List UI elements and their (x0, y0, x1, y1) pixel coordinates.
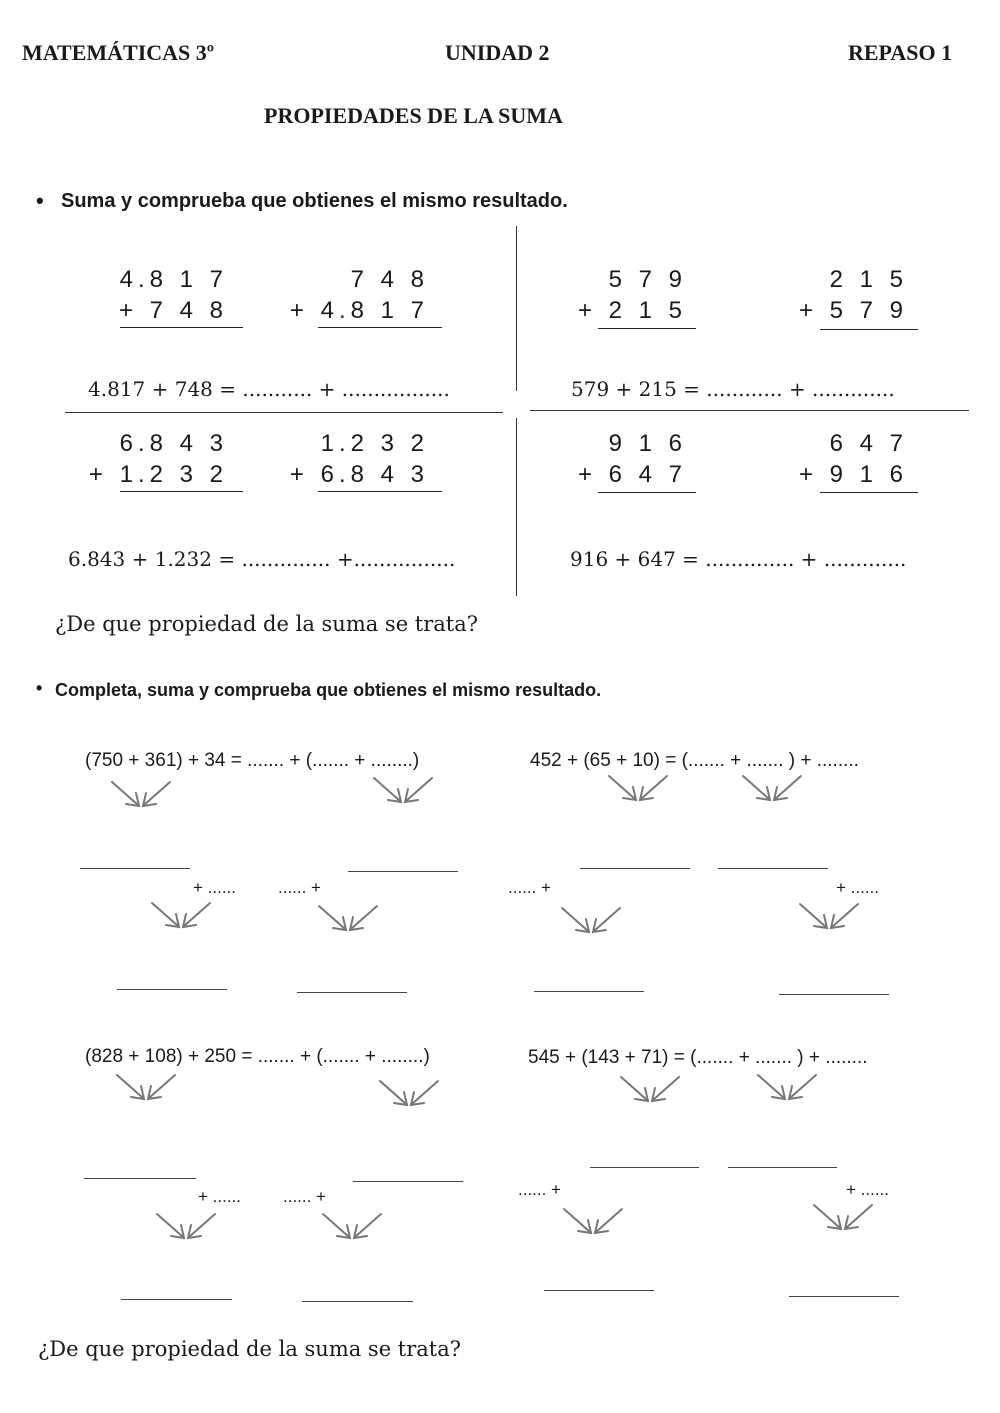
header-subject: MATEMÁTICAS 3º (22, 40, 215, 65)
bullet-icon: • (36, 678, 43, 698)
equation-1: 4.817 + 748 = ........... + ................. (88, 377, 450, 401)
header-unit: UNIDAD 2 (445, 40, 550, 65)
partial-right: ...... + (278, 878, 321, 897)
arrow-pair-icon (157, 1214, 215, 1238)
question-2: ¿De que propiedad de la suma se trata? (38, 1337, 462, 1361)
exercise-1-expression: (750 + 361) + 34 = ....... + (....... + ........) (85, 750, 420, 771)
arrow-pair-icon (800, 904, 858, 928)
arrow-pair-icon (117, 1075, 175, 1099)
arrow-pair-icon (380, 1081, 438, 1105)
addition-3b-top: 1.2 3 2 (320, 430, 429, 457)
arrow-pair-icon (112, 782, 170, 806)
partial-right: + ...... (846, 1180, 889, 1199)
addition-3b-bottom: + 6.8 4 3 (289, 461, 429, 488)
addition-1b-bottom: + 4.8 1 7 (289, 297, 429, 324)
partial-right: ...... + (283, 1187, 326, 1206)
page-title: PROPIEDADES DE LA SUMA (264, 103, 563, 128)
addition-4a-top: 9 1 6 (608, 430, 687, 457)
arrow-pair-icon (609, 776, 667, 800)
header-review: REPASO 1 (848, 40, 953, 65)
exercise-3-expression: (828 + 108) + 250 = ....... + (....... + ........) (85, 1046, 430, 1067)
arrow-pair-icon (814, 1205, 872, 1229)
partial-right: + ...... (836, 878, 879, 897)
question-1: ¿De que propiedad de la suma se trata? (55, 612, 479, 636)
addition-3a-bottom: + 1.2 3 2 (88, 461, 228, 488)
addition-2b-bottom: + 5 7 9 (798, 297, 908, 324)
arrow-pair-icon (319, 906, 377, 930)
arrow-pair-icon (323, 1214, 381, 1238)
addition-3a-top: 6.8 4 3 (119, 430, 228, 457)
partial-left: + ...... (198, 1187, 241, 1206)
arrow-pair-icon (743, 776, 801, 800)
addition-4a-bottom: + 6 4 7 (577, 461, 687, 488)
arrow-pair-icon (374, 778, 432, 802)
addition-1b-top: 7 4 8 (350, 266, 429, 293)
arrow-pair-icon (564, 1209, 622, 1233)
arrow-pair-icon (621, 1077, 679, 1101)
addition-1a-bottom: + 7 4 8 (118, 297, 228, 324)
addition-2a-bottom: + 2 1 5 (577, 297, 687, 324)
addition-2b-top: 2 1 5 (829, 266, 908, 293)
arrow-pair-icon (562, 908, 620, 932)
equation-3: 6.843 + 1.232 = .............. +................ (68, 547, 456, 571)
arrow-pair-icon (758, 1075, 816, 1099)
partial-left: ...... + (518, 1180, 561, 1199)
bullet-icon: • (36, 188, 44, 213)
addition-4b-bottom: + 9 1 6 (798, 461, 908, 488)
addition-4b-top: 6 4 7 (829, 430, 908, 457)
exercise-4-expression: 545 + (143 + 71) = (....... + ....... ) + ........ (528, 1047, 868, 1068)
instruction-1: Suma y comprueba que obtienes el mismo resultado. (61, 190, 568, 212)
arrow-pair-icon (152, 903, 210, 927)
addition-1a-top: 4.8 1 7 (119, 266, 228, 293)
equation-2: 579 + 215 = ............ + ............. (571, 377, 895, 401)
exercise-2-expression: 452 + (65 + 10) = (....... + ....... ) + ........ (530, 750, 859, 771)
addition-2a-top: 5 7 9 (608, 266, 687, 293)
instruction-2: Completa, suma y comprueba que obtienes el mismo resultado. (55, 680, 602, 700)
partial-left: ...... + (508, 878, 551, 897)
equation-4: 916 + 647 = .............. + ............. (570, 547, 907, 571)
partial-left: + ...... (193, 878, 236, 897)
